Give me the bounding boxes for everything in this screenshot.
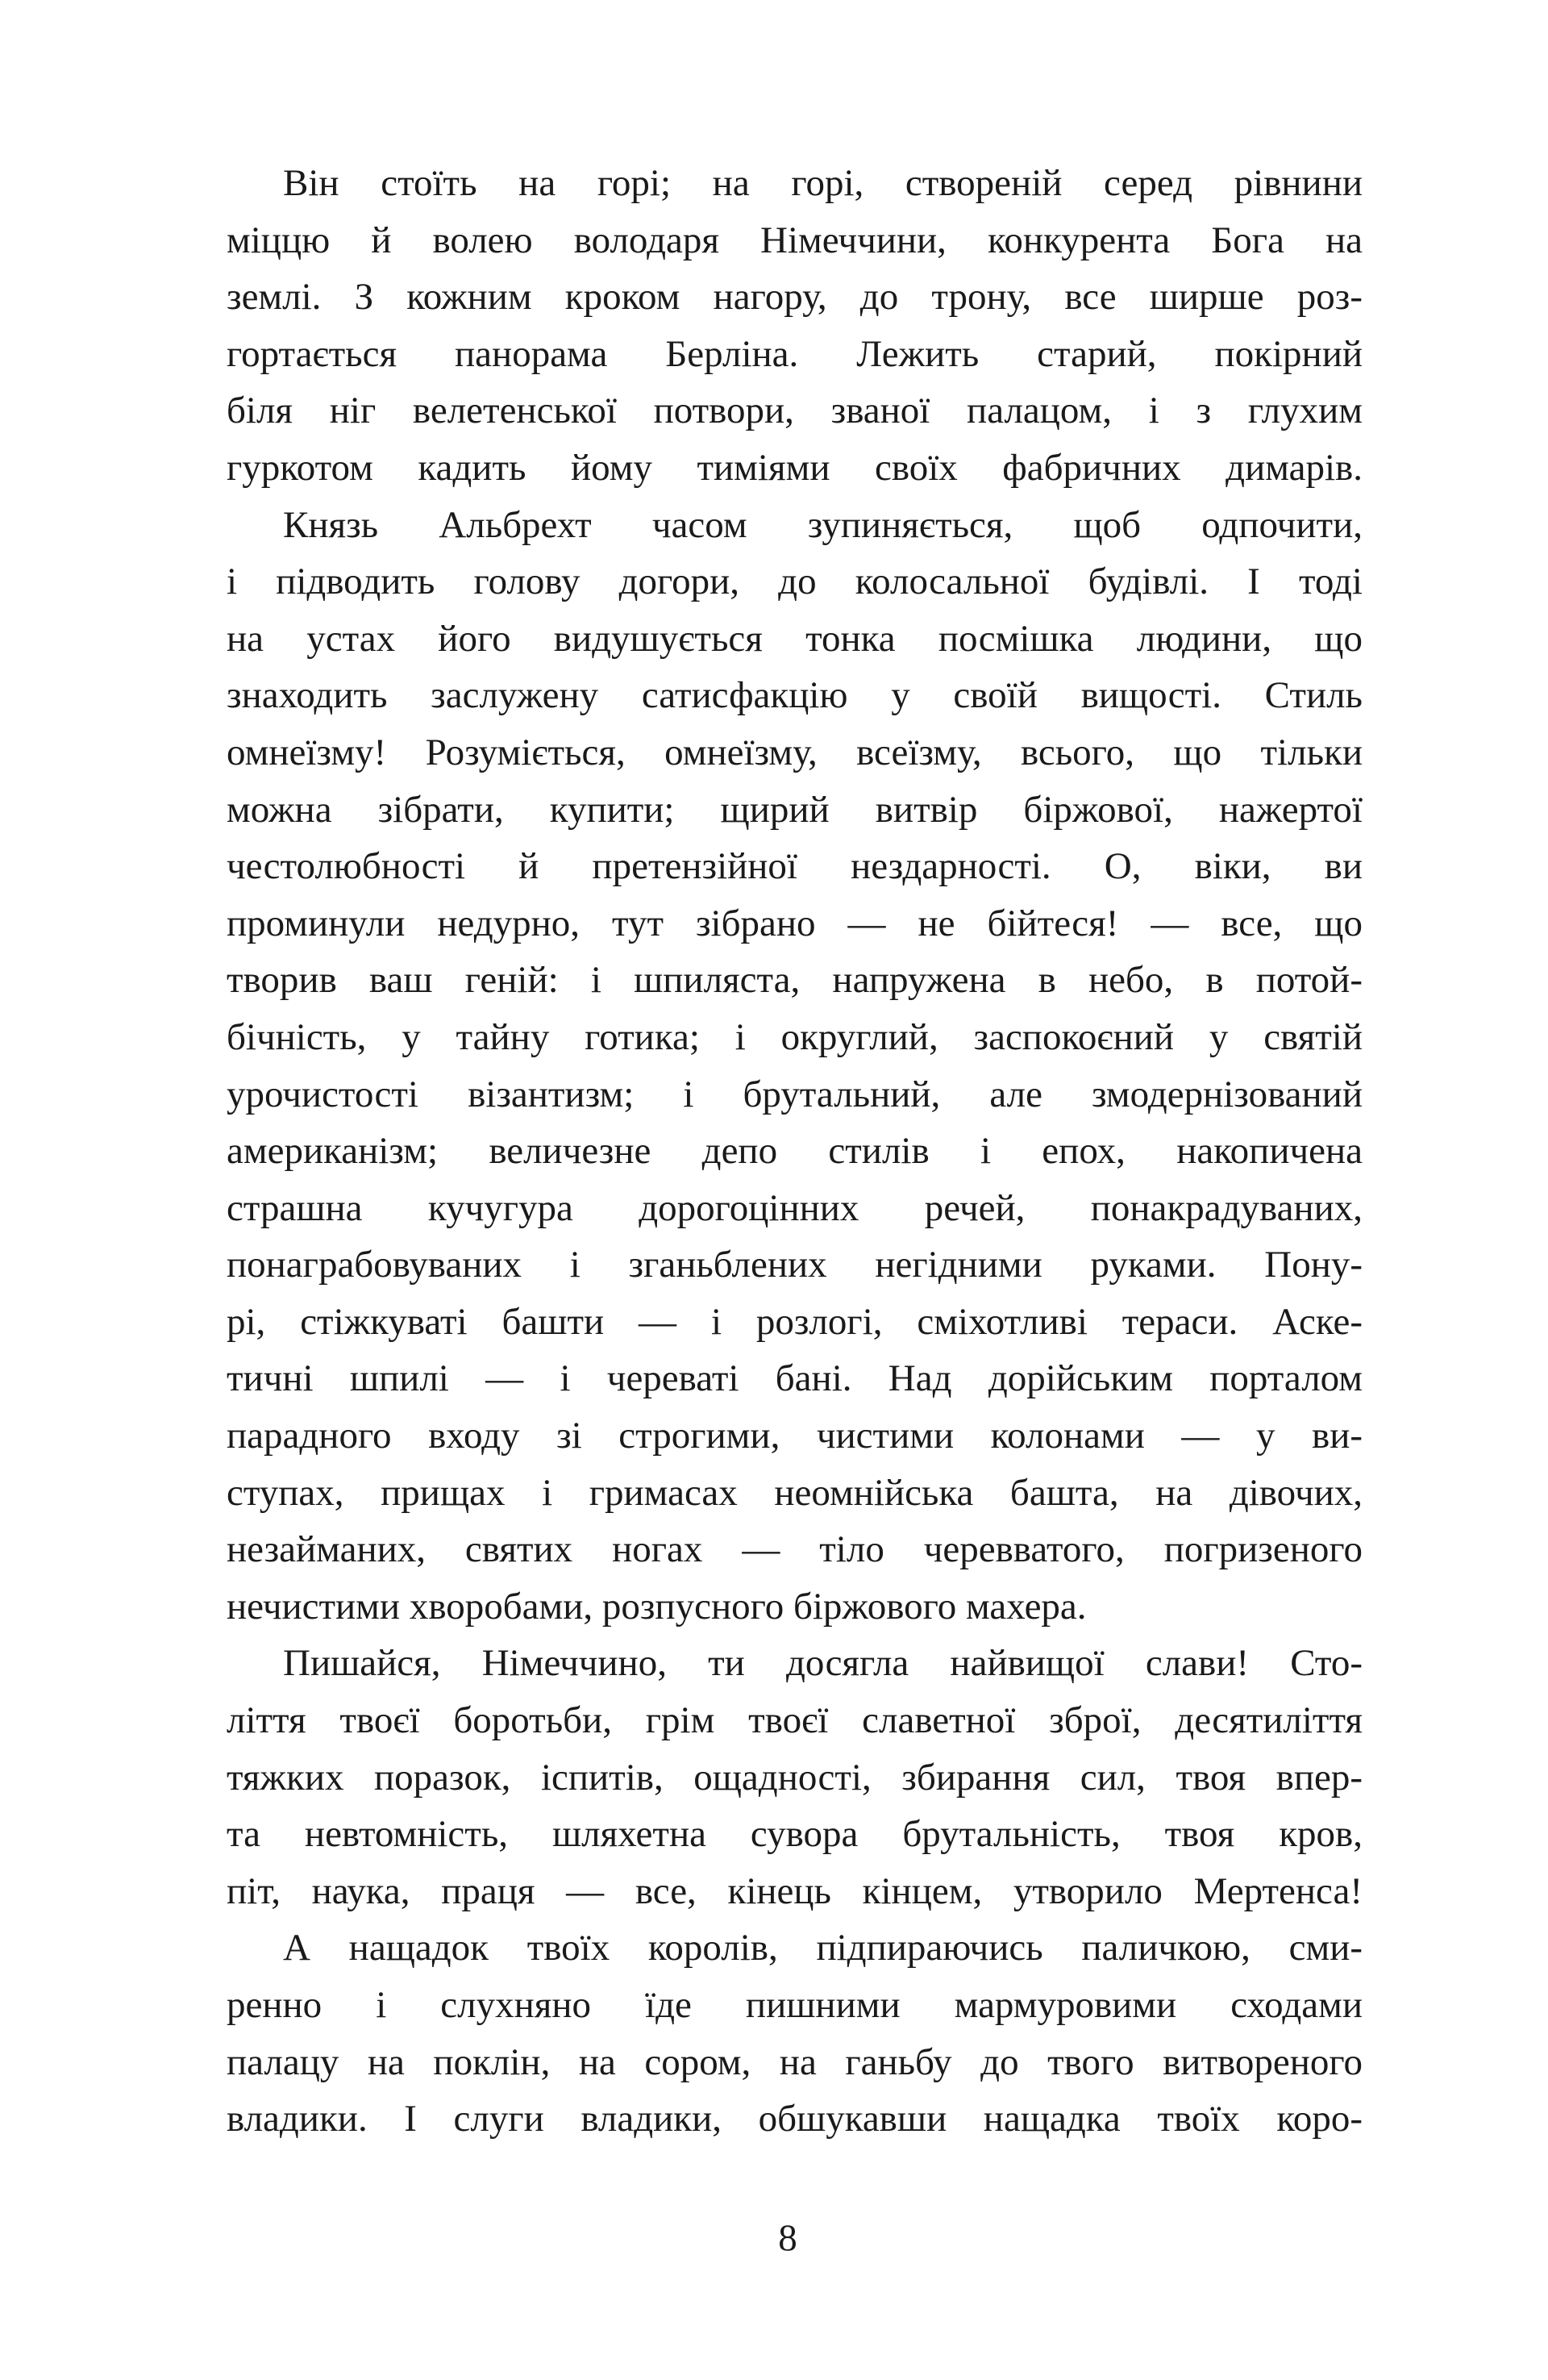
text-line: Князь Альбрехт часом зупиняється, щоб одпочити,	[283, 503, 1363, 546]
text-line: ренно і слухняно їде пишними мармуровими сходами	[227, 1984, 1363, 2026]
text-line: знаходить заслужену сатисфакцію у своїй вищості. Стиль	[227, 674, 1363, 717]
text-line: омнеїзму! Розуміється, омнеїзму, всеїзму, всього, що тільки	[227, 731, 1363, 773]
text-line: нечистими хворобами, розпусного біржового махера.	[227, 1585, 1087, 1628]
text-line: владики. І слуги владики, обшукавши нащадка твоїх коро-	[227, 2098, 1363, 2140]
text-line: на устах його видушується тонка посмішка людини, що	[227, 617, 1363, 660]
text-line: американізм; величезне депо стилів і епох, накопичена	[227, 1130, 1363, 1173]
body-text	[227, 155, 1363, 2148]
paragraph-2	[227, 497, 1363, 1636]
text-line: парадного входу зі строгими, чистими колонами — у ви-	[227, 1415, 1363, 1457]
text-line: понаграбовуваних і зганьблених негідними руками. Пону-	[227, 1244, 1363, 1286]
text-line: і підводить голову догори, до колосальної будівлі. І тоді	[227, 561, 1363, 603]
text-line: проминули недурно, тут зібрано — не бійтеся! — все, що	[227, 902, 1363, 944]
text-line: ступах, прищах і гримасах неомнійська башта, на дівочих,	[227, 1471, 1363, 1514]
text-line: страшна кучугура дорогоцінних речей, понакрадуваних,	[227, 1186, 1363, 1229]
page-number: 8	[778, 2217, 797, 2259]
text-line: А нащадок твоїх королів, підпираючись паличкою, сми-	[283, 1927, 1363, 1969]
text-line: землі. З кожним кроком нагору, до трону, все ширше роз-	[227, 276, 1363, 319]
text-line: Пишайся, Німеччино, ти досягла найвищої слави! Сто-	[283, 1642, 1363, 1685]
paragraph-1	[227, 155, 1363, 497]
text-line: можна зібрати, купити; щирий витвір біржової, нажертої	[227, 788, 1363, 831]
text-line: гуркотом кадить йому тиміями своїх фабричних димарів.	[227, 446, 1363, 489]
text-line: міццю й волею володаря Німеччини, конкурента Бога на	[227, 219, 1363, 261]
text-line: та невтомність, шляхетна сувора брутальність, твоя кров,	[227, 1813, 1363, 1856]
text-line: піт, наука, праця — все, кінець кінцем, утворило Мертенса!	[227, 1869, 1363, 1912]
text-line: біля ніг велетенської потвори, званої палацом, і з глухим	[227, 390, 1363, 432]
text-line: творив ваш геній: і шпиляста, напружена в небо, в потой-	[227, 959, 1363, 1002]
text-line: рі, стіжкуваті башти — і розлогі, сміхотливі тераси. Аске-	[227, 1300, 1363, 1343]
text-line: гортається панорама Берліна. Лежить старий, покірний	[227, 332, 1363, 375]
text-line: ліття твоєї боротьби, грім твоєї славетної зброї, десятиліття	[227, 1699, 1363, 1742]
text-line: тяжких поразок, іспитів, ощадності, збирання сил, твоя впер-	[227, 1756, 1363, 1799]
text-line: тичні шпилі — і череваті бані. Над дорійським порталом	[227, 1357, 1363, 1400]
text-line: урочистості візантизм; і брутальний, але змодернізований	[227, 1073, 1363, 1115]
paragraph-3	[227, 1635, 1363, 1919]
paragraph-4	[227, 1919, 1363, 2147]
text-line: бічність, у тайну готика; і округлий, заспокоєний у святій	[227, 1015, 1363, 1058]
text-line: Він стоїть на горі; на горі, створеній серед рівнини	[283, 162, 1363, 204]
text-line: честолюбності й претензійної нездарності. О, віки, ви	[227, 845, 1363, 888]
text-line: палацу на поклін, на сором, на ганьбу до твого витвореного	[227, 2040, 1363, 2083]
text-line: незайманих, святих ногах — тіло черевватого, погризеного	[227, 1528, 1363, 1571]
